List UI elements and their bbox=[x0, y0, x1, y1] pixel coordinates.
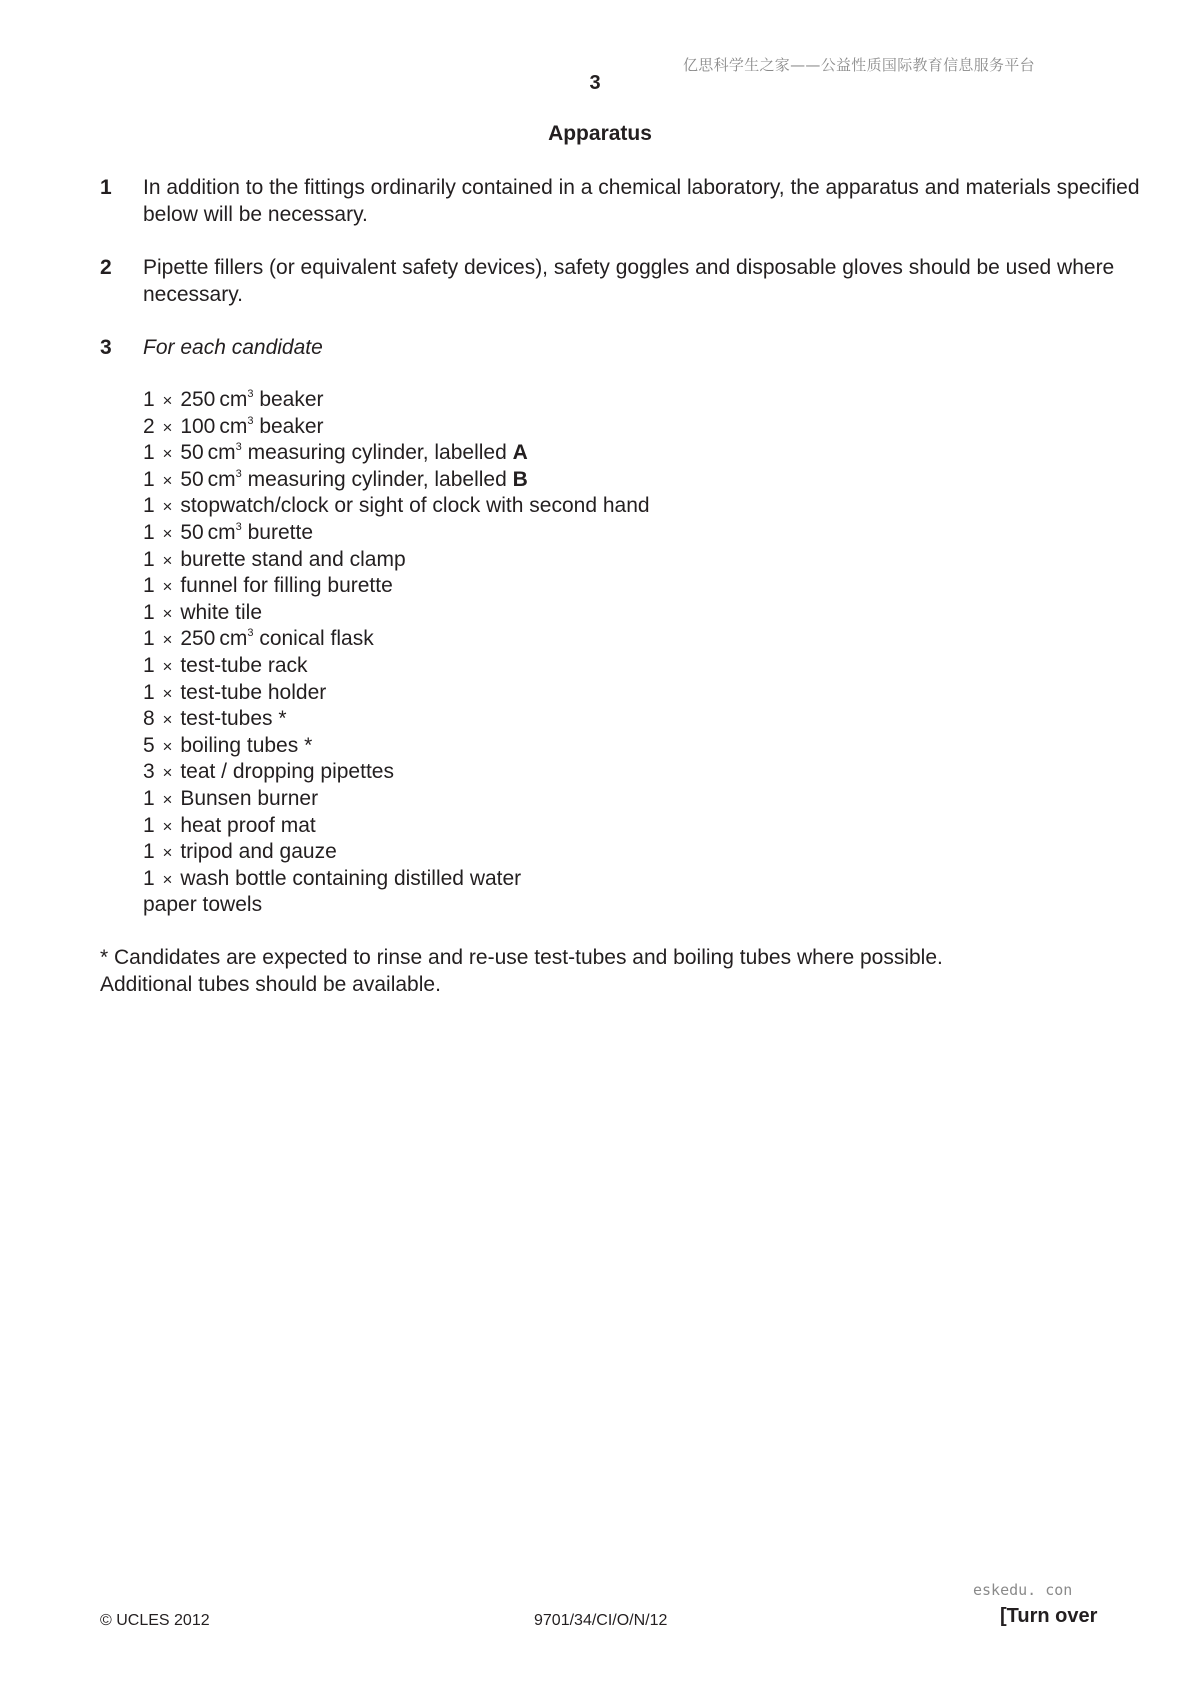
item-text: beaker bbox=[253, 388, 324, 411]
times-sign: × bbox=[162, 630, 173, 650]
footnote-line: * Candidates are expected to rinse and re-use test-tubes and boiling tubes where possible. bbox=[100, 946, 943, 969]
times-sign: × bbox=[162, 577, 173, 597]
list-item bbox=[143, 680, 650, 707]
unit-superscript: 3 bbox=[235, 441, 242, 454]
times-sign: × bbox=[162, 444, 173, 464]
item-text: conical flask bbox=[253, 627, 374, 651]
item-unit: cm bbox=[219, 388, 248, 411]
item-quantity: 1 bbox=[143, 388, 155, 411]
paragraph-text: In addition to the fittings ordinarily contained in a chemical laboratory, the apparatus and materials specified below will be necessary. bbox=[143, 176, 1140, 226]
item-text: test-tube rack bbox=[180, 653, 308, 677]
paragraph-text: For each candidate bbox=[143, 336, 323, 359]
item-quantity: 1 bbox=[143, 441, 155, 465]
times-sign: × bbox=[162, 603, 173, 623]
item-text: stopwatch/clock or sight of clock with second hand bbox=[180, 494, 650, 518]
item-volume: 100 bbox=[180, 414, 216, 438]
item-volume: 250 bbox=[180, 627, 216, 651]
item-quantity: 1 bbox=[143, 786, 155, 810]
item-quantity: 1 bbox=[143, 627, 155, 651]
list-item bbox=[143, 653, 650, 680]
item-quantity: 1 bbox=[143, 653, 155, 677]
footnote-line: Additional tubes should be available. bbox=[100, 973, 441, 996]
item-text: beaker bbox=[253, 414, 324, 438]
item-text: tripod and gauze bbox=[180, 840, 337, 864]
unit-superscript: 3 bbox=[235, 467, 242, 480]
list-item bbox=[143, 733, 650, 760]
list-item bbox=[143, 547, 650, 574]
times-sign: × bbox=[162, 789, 173, 809]
unit-superscript: 3 bbox=[247, 627, 254, 640]
list-item bbox=[143, 600, 650, 627]
item-text: teat / dropping pipettes bbox=[180, 760, 394, 784]
unit-superscript: 3 bbox=[247, 414, 254, 427]
item-quantity: 2 bbox=[143, 414, 155, 438]
list-item bbox=[143, 759, 650, 786]
times-sign: × bbox=[162, 683, 173, 703]
list-item bbox=[143, 414, 650, 441]
list-item bbox=[143, 387, 650, 414]
paragraph-number: 3 bbox=[100, 336, 112, 359]
item-quantity: 1 bbox=[143, 494, 155, 518]
item-unit: cm bbox=[219, 414, 248, 438]
unit-superscript: 3 bbox=[235, 520, 242, 533]
item-text: measuring cylinder, labelled bbox=[241, 467, 513, 491]
item-quantity: 3 bbox=[143, 760, 155, 784]
item-text: heat proof mat bbox=[180, 813, 316, 837]
item-unit: cm bbox=[207, 520, 236, 544]
item-quantity: 1 bbox=[143, 547, 155, 571]
times-sign: × bbox=[162, 763, 173, 783]
list-item bbox=[143, 467, 650, 494]
item-text: wash bottle containing distilled water bbox=[180, 866, 522, 890]
item-text: funnel for filling burette bbox=[180, 574, 393, 598]
paragraph-number: 2 bbox=[100, 256, 112, 279]
item-quantity: 5 bbox=[143, 733, 155, 757]
turn-over: [Turn over bbox=[1000, 1605, 1098, 1627]
item-unit: cm bbox=[207, 467, 236, 491]
paragraph-number: 1 bbox=[100, 176, 112, 199]
item-volume: 50 bbox=[180, 441, 204, 465]
times-sign: × bbox=[162, 550, 173, 570]
list-item bbox=[143, 813, 650, 840]
paragraph-text: Pipette fillers (or equivalent safety devices), safety goggles and disposable gloves should be used where necessary. bbox=[143, 256, 1115, 306]
apparatus-list bbox=[143, 387, 650, 919]
list-item bbox=[143, 573, 650, 600]
page-number: 3 bbox=[589, 72, 601, 94]
copyright: © UCLES 2012 bbox=[100, 1612, 210, 1629]
times-sign: × bbox=[162, 869, 173, 889]
item-text: boiling tubes * bbox=[180, 733, 313, 757]
item-text: test-tubes * bbox=[180, 707, 287, 731]
item-quantity: 1 bbox=[143, 574, 155, 598]
times-sign: × bbox=[162, 656, 173, 676]
list-item bbox=[143, 493, 650, 520]
item-text: paper towels bbox=[143, 893, 263, 917]
times-sign: × bbox=[162, 470, 173, 490]
section-title: Apparatus bbox=[548, 122, 652, 145]
item-label: B bbox=[512, 467, 528, 491]
item-text: measuring cylinder, labelled bbox=[241, 441, 513, 465]
watermark-top: 亿思科学生之家——公益性质国际教育信息服务平台 bbox=[683, 56, 1035, 74]
watermark-bottom: eskedu. con bbox=[973, 1581, 1073, 1599]
times-sign: × bbox=[162, 710, 173, 730]
item-volume: 50 bbox=[180, 467, 204, 491]
item-unit: cm bbox=[219, 627, 248, 651]
item-quantity: 8 bbox=[143, 707, 155, 731]
paper-code: 9701/34/CI/O/N/12 bbox=[534, 1612, 668, 1629]
item-text: burette bbox=[241, 520, 314, 544]
item-unit: cm bbox=[207, 441, 236, 465]
times-sign: × bbox=[162, 391, 173, 410]
item-quantity: 1 bbox=[143, 520, 155, 544]
item-text: Bunsen burner bbox=[180, 786, 319, 810]
times-sign: × bbox=[162, 736, 173, 756]
times-sign: × bbox=[162, 417, 173, 437]
item-quantity: 1 bbox=[143, 840, 155, 864]
item-label: A bbox=[512, 441, 528, 465]
item-volume: 250 bbox=[180, 388, 216, 411]
list-item bbox=[143, 892, 650, 919]
item-text: test-tube holder bbox=[180, 680, 327, 704]
item-quantity: 1 bbox=[143, 680, 155, 704]
list-item bbox=[143, 440, 650, 467]
item-quantity: 1 bbox=[143, 866, 155, 890]
unit-superscript: 3 bbox=[247, 388, 254, 400]
times-sign: × bbox=[162, 816, 173, 836]
item-quantity: 1 bbox=[143, 813, 155, 837]
list-item bbox=[143, 706, 650, 733]
item-quantity: 1 bbox=[143, 467, 155, 491]
item-volume: 50 bbox=[180, 520, 204, 544]
list-item bbox=[143, 520, 650, 547]
footnote bbox=[100, 944, 943, 998]
item-text: white tile bbox=[180, 600, 263, 624]
list-item bbox=[143, 839, 650, 866]
times-sign: × bbox=[162, 843, 173, 863]
list-item bbox=[143, 786, 650, 813]
times-sign: × bbox=[162, 497, 173, 517]
times-sign: × bbox=[162, 523, 173, 543]
item-quantity: 1 bbox=[143, 600, 155, 624]
list-item bbox=[143, 626, 650, 653]
list-item bbox=[143, 866, 650, 893]
item-text: burette stand and clamp bbox=[180, 547, 406, 571]
